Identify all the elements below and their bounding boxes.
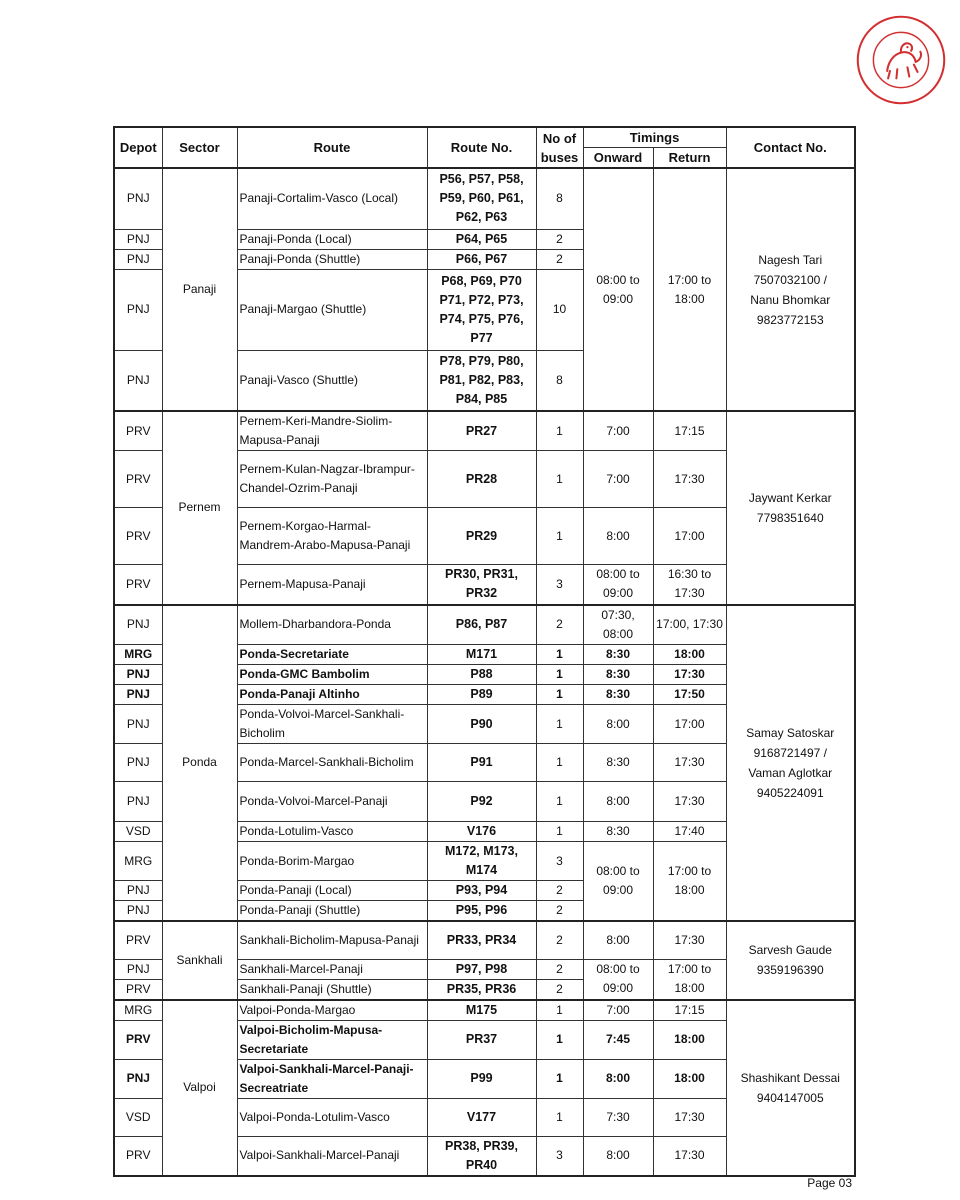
- route-cell: Ponda-GMC Bambolim: [237, 665, 427, 685]
- onward-cell: 7:00: [583, 451, 653, 508]
- depot-cell: MRG: [114, 1000, 162, 1021]
- contact-line: 7507032100 /: [753, 272, 827, 287]
- sector-group-pernem: [114, 411, 855, 605]
- route-cell: Mollem-Dharbandora-Ponda: [237, 605, 427, 645]
- route-no-cell: P88: [427, 665, 536, 685]
- buses-cell: 2: [536, 979, 583, 1000]
- route-cell: Pernem-Keri-Mandre-Siolim-Mapusa-Panaji: [237, 411, 427, 451]
- route-no-cell: P66, P67: [427, 249, 536, 269]
- sector-cell: Pernem: [162, 411, 237, 605]
- buses-cell: 1: [536, 1000, 583, 1021]
- buses-cell: 1: [536, 705, 583, 744]
- route-no-cell: P99: [427, 1059, 536, 1098]
- route-no-cell: P86, P87: [427, 605, 536, 645]
- sector-cell: Sankhali: [162, 921, 237, 1000]
- return-cell: 17:15: [653, 1000, 726, 1021]
- route-no-cell: P95, P96: [427, 901, 536, 922]
- buses-cell: 3: [536, 565, 583, 605]
- route-no-cell: P90: [427, 705, 536, 744]
- onward-cell: 8:30: [583, 744, 653, 782]
- buses-cell: 1: [536, 411, 583, 451]
- return-cell: 18:00: [653, 1059, 726, 1098]
- onward-cell: 8:00: [583, 1059, 653, 1098]
- depot-cell: PRV: [114, 451, 162, 508]
- return-cell: 17:30: [653, 782, 726, 822]
- buses-cell: 3: [536, 842, 583, 881]
- buses-cell: 2: [536, 229, 583, 249]
- contact-line: 7798351640: [756, 510, 824, 525]
- header-no-of-buses: No of buses: [536, 127, 583, 168]
- depot-cell: VSD: [114, 822, 162, 842]
- onward-cell: 8:00: [583, 921, 653, 959]
- return-cell: 17:30: [653, 1098, 726, 1136]
- contact-cell: [726, 1000, 855, 1177]
- depot-cell: MRG: [114, 645, 162, 665]
- route-cell: Sankhali-Bicholim-Mapusa-Panaji: [237, 921, 427, 959]
- depot-cell: PNJ: [114, 1059, 162, 1098]
- sector-cell: Valpoi: [162, 1000, 237, 1177]
- buses-cell: 1: [536, 665, 583, 685]
- return-cell: 17:50: [653, 685, 726, 705]
- header-sector: Sector: [162, 127, 237, 168]
- route-no-cell: M172, M173, M174: [427, 842, 536, 881]
- route-no-cell: P78, P79, P80, P81, P82, P83, P84, P85: [427, 350, 536, 411]
- buses-cell: 2: [536, 605, 583, 645]
- sector-cell: Panaji: [162, 168, 237, 411]
- buses-cell: 2: [536, 959, 583, 979]
- route-cell: Ponda-Volvoi-Marcel-Sankhali-Bicholim: [237, 705, 427, 744]
- buses-cell: 1: [536, 508, 583, 565]
- contact-line: 9405224091: [756, 785, 824, 800]
- sector-group-panaji: [114, 168, 855, 411]
- contact-line: 9359196390: [756, 963, 824, 978]
- route-no-cell: PR30, PR31, PR32: [427, 565, 536, 605]
- buses-cell: 10: [536, 269, 583, 350]
- table-row: [114, 1000, 855, 1021]
- route-cell: Ponda-Volvoi-Marcel-Panaji: [237, 782, 427, 822]
- depot-cell: PNJ: [114, 249, 162, 269]
- shared-return-cell: 17:00 to 18:00: [653, 842, 726, 922]
- buses-cell: 2: [536, 881, 583, 901]
- onward-cell: 8:30: [583, 665, 653, 685]
- return-cell: 17:00, 17:30: [653, 605, 726, 645]
- header-route: Route: [237, 127, 427, 168]
- return-cell: 17:00: [653, 508, 726, 565]
- buses-cell: 1: [536, 451, 583, 508]
- contact-line: 9168721497 /: [753, 745, 827, 760]
- contact-line: Shashikant Dessai: [740, 1070, 840, 1085]
- buses-cell: 8: [536, 168, 583, 229]
- depot-cell: PNJ: [114, 782, 162, 822]
- header-onward: Onward: [583, 148, 653, 169]
- return-cell: 17:00: [653, 705, 726, 744]
- return-cell: 17:30: [653, 451, 726, 508]
- route-cell: Ponda-Lotulim-Vasco: [237, 822, 427, 842]
- return-cell: 18:00: [653, 645, 726, 665]
- table-row: [114, 168, 855, 229]
- route-cell: Valpoi-Ponda-Margao: [237, 1000, 427, 1021]
- route-no-cell: PR33, PR34: [427, 921, 536, 959]
- depot-cell: PRV: [114, 1136, 162, 1176]
- depot-cell: PNJ: [114, 168, 162, 229]
- onward-cell: 8:00: [583, 1136, 653, 1176]
- page-number: Page 03: [807, 1176, 852, 1190]
- route-no-cell: V176: [427, 822, 536, 842]
- sector-group-ponda: [114, 605, 855, 922]
- contact-line: 9823772153: [756, 312, 824, 327]
- depot-cell: PNJ: [114, 959, 162, 979]
- header-return: Return: [653, 148, 726, 169]
- contact-line: Vaman Aglotkar: [748, 765, 833, 780]
- onward-cell: 8:30: [583, 822, 653, 842]
- depot-cell: PRV: [114, 565, 162, 605]
- contact-line: Nagesh Tari: [758, 252, 823, 267]
- sector-group-valpoi: [114, 1000, 855, 1177]
- depot-cell: PRV: [114, 508, 162, 565]
- route-no-cell: P97, P98: [427, 959, 536, 979]
- depot-cell: PRV: [114, 411, 162, 451]
- route-cell: Ponda-Marcel-Sankhali-Bicholim: [237, 744, 427, 782]
- buses-cell: 8: [536, 350, 583, 411]
- route-cell: Ponda-Panaji (Local): [237, 881, 427, 901]
- route-no-cell: P64, P65: [427, 229, 536, 249]
- buses-cell: 2: [536, 901, 583, 922]
- route-no-cell: V177: [427, 1098, 536, 1136]
- onward-cell: 7:30: [583, 1098, 653, 1136]
- buses-cell: 1: [536, 782, 583, 822]
- route-cell: Ponda-Secretariate: [237, 645, 427, 665]
- route-no-cell: P89: [427, 685, 536, 705]
- route-no-cell: PR29: [427, 508, 536, 565]
- onward-cell: 8:30: [583, 685, 653, 705]
- sector-cell: Ponda: [162, 605, 237, 922]
- route-no-cell: M175: [427, 1000, 536, 1021]
- return-cell: 17:30: [653, 1136, 726, 1176]
- onward-cell: 8:00: [583, 782, 653, 822]
- route-cell: Panaji-Ponda (Local): [237, 229, 427, 249]
- table-row: [114, 411, 855, 451]
- buses-cell: 1: [536, 1020, 583, 1059]
- route-no-cell: P91: [427, 744, 536, 782]
- depot-cell: PRV: [114, 979, 162, 1000]
- route-cell: Ponda-Borim-Margao: [237, 842, 427, 881]
- contact-cell: [726, 411, 855, 605]
- route-no-cell: PR37: [427, 1020, 536, 1059]
- return-cell: 17:40: [653, 822, 726, 842]
- onward-cell: 7:00: [583, 411, 653, 451]
- onward-cell: 07:30, 08:00: [583, 605, 653, 645]
- contact-line: Nanu Bhomkar: [750, 292, 831, 307]
- route-no-cell: PR38, PR39, PR40: [427, 1136, 536, 1176]
- route-cell: Valpoi-Sankhali-Marcel-Panaji-Secreatriate: [237, 1059, 427, 1098]
- onward-cell: 7:45: [583, 1020, 653, 1059]
- contact-line: Samay Satoskar: [746, 725, 835, 740]
- route-cell: Valpoi-Ponda-Lotulim-Vasco: [237, 1098, 427, 1136]
- table-row: [114, 921, 855, 959]
- depot-cell: PNJ: [114, 350, 162, 411]
- return-cell: 17:30: [653, 744, 726, 782]
- return-cell: 17:30: [653, 921, 726, 959]
- route-cell: Pernem-Korgao-Harmal-Mandrem-Arabo-Mapusa-Panaji: [237, 508, 427, 565]
- route-cell: Ponda-Panaji (Shuttle): [237, 901, 427, 922]
- shared-onward-cell: 08:00 to 09:00: [583, 959, 653, 1000]
- contact-line: 9404147005: [756, 1090, 824, 1105]
- contact-cell: [726, 921, 855, 1000]
- table-row: [114, 605, 855, 645]
- return-cell: 17:15: [653, 411, 726, 451]
- depot-cell: PNJ: [114, 665, 162, 685]
- onward-cell: 8:30: [583, 645, 653, 665]
- buses-cell: 2: [536, 921, 583, 959]
- sector-group-sankhali: [114, 921, 855, 1000]
- return-cell: 16:30 to 17:30: [653, 565, 726, 605]
- buses-cell: 1: [536, 685, 583, 705]
- route-cell: Valpoi-Sankhali-Marcel-Panaji: [237, 1136, 427, 1176]
- contact-line: Sarvesh Gaude: [748, 943, 832, 958]
- depot-cell: PRV: [114, 921, 162, 959]
- depot-cell: PNJ: [114, 269, 162, 350]
- route-cell: Pernem-Kulan-Nagzar-Ibrampur-Chandel-Ozrim-Panaji: [237, 451, 427, 508]
- depot-cell: PNJ: [114, 901, 162, 922]
- contact-cell: [726, 168, 855, 411]
- depot-cell: PNJ: [114, 685, 162, 705]
- buses-cell: 1: [536, 744, 583, 782]
- route-cell: Ponda-Panaji Altinho: [237, 685, 427, 705]
- depot-cell: PRV: [114, 1020, 162, 1059]
- route-cell: Panaji-Ponda (Shuttle): [237, 249, 427, 269]
- depot-cell: PNJ: [114, 229, 162, 249]
- route-cell: Sankhali-Marcel-Panaji: [237, 959, 427, 979]
- header-depot: Depot: [114, 127, 162, 168]
- buses-cell: 3: [536, 1136, 583, 1176]
- route-no-cell: PR27: [427, 411, 536, 451]
- route-no-cell: P92: [427, 782, 536, 822]
- buses-cell: 1: [536, 1059, 583, 1098]
- return-cell: 18:00: [653, 1020, 726, 1059]
- contact-cell: [726, 605, 855, 922]
- onward-cell: 8:00: [583, 508, 653, 565]
- buses-cell: 1: [536, 822, 583, 842]
- route-no-cell: M171: [427, 645, 536, 665]
- depot-cell: VSD: [114, 1098, 162, 1136]
- depot-cell: PNJ: [114, 744, 162, 782]
- route-cell: Panaji-Vasco (Shuttle): [237, 350, 427, 411]
- route-cell: Panaji-Margao (Shuttle): [237, 269, 427, 350]
- route-no-cell: P68, P69, P70 P71, P72, P73, P74, P75, P76, P77: [427, 269, 536, 350]
- shared-onward-cell: 08:00 to 09:00: [583, 842, 653, 922]
- depot-cell: PNJ: [114, 705, 162, 744]
- route-cell: Sankhali-Panaji (Shuttle): [237, 979, 427, 1000]
- route-cell: Pernem-Mapusa-Panaji: [237, 565, 427, 605]
- onward-cell: 7:00: [583, 1000, 653, 1021]
- buses-cell: 2: [536, 249, 583, 269]
- shared-return-cell: 17:00 to 18:00: [653, 959, 726, 1000]
- shared-onward-cell: 08:00 to 09:00: [583, 168, 653, 411]
- header-timings: Timings: [583, 127, 726, 148]
- contact-line: Jaywant Kerkar: [748, 490, 832, 505]
- onward-cell: 8:00: [583, 705, 653, 744]
- buses-cell: 1: [536, 1098, 583, 1136]
- route-no-cell: PR35, PR36: [427, 979, 536, 1000]
- shared-return-cell: 17:00 to 18:00: [653, 168, 726, 411]
- onward-cell: 08:00 to 09:00: [583, 565, 653, 605]
- header-route-no: Route No.: [427, 127, 536, 168]
- return-cell: 17:30: [653, 665, 726, 685]
- depot-cell: MRG: [114, 842, 162, 881]
- route-no-cell: P56, P57, P58, P59, P60, P61, P62, P63: [427, 168, 536, 229]
- route-cell: Panaji-Cortalim-Vasco (Local): [237, 168, 427, 229]
- bus-schedule-table: [113, 126, 856, 1177]
- depot-cell: PNJ: [114, 881, 162, 901]
- header-contact: Contact No.: [726, 127, 855, 168]
- route-cell: Valpoi-Bicholim-Mapusa-Secretariate: [237, 1020, 427, 1059]
- route-no-cell: PR28: [427, 451, 536, 508]
- kadamba-corporation-seal: [855, 14, 947, 106]
- route-no-cell: P93, P94: [427, 881, 536, 901]
- depot-cell: PNJ: [114, 605, 162, 645]
- buses-cell: 1: [536, 645, 583, 665]
